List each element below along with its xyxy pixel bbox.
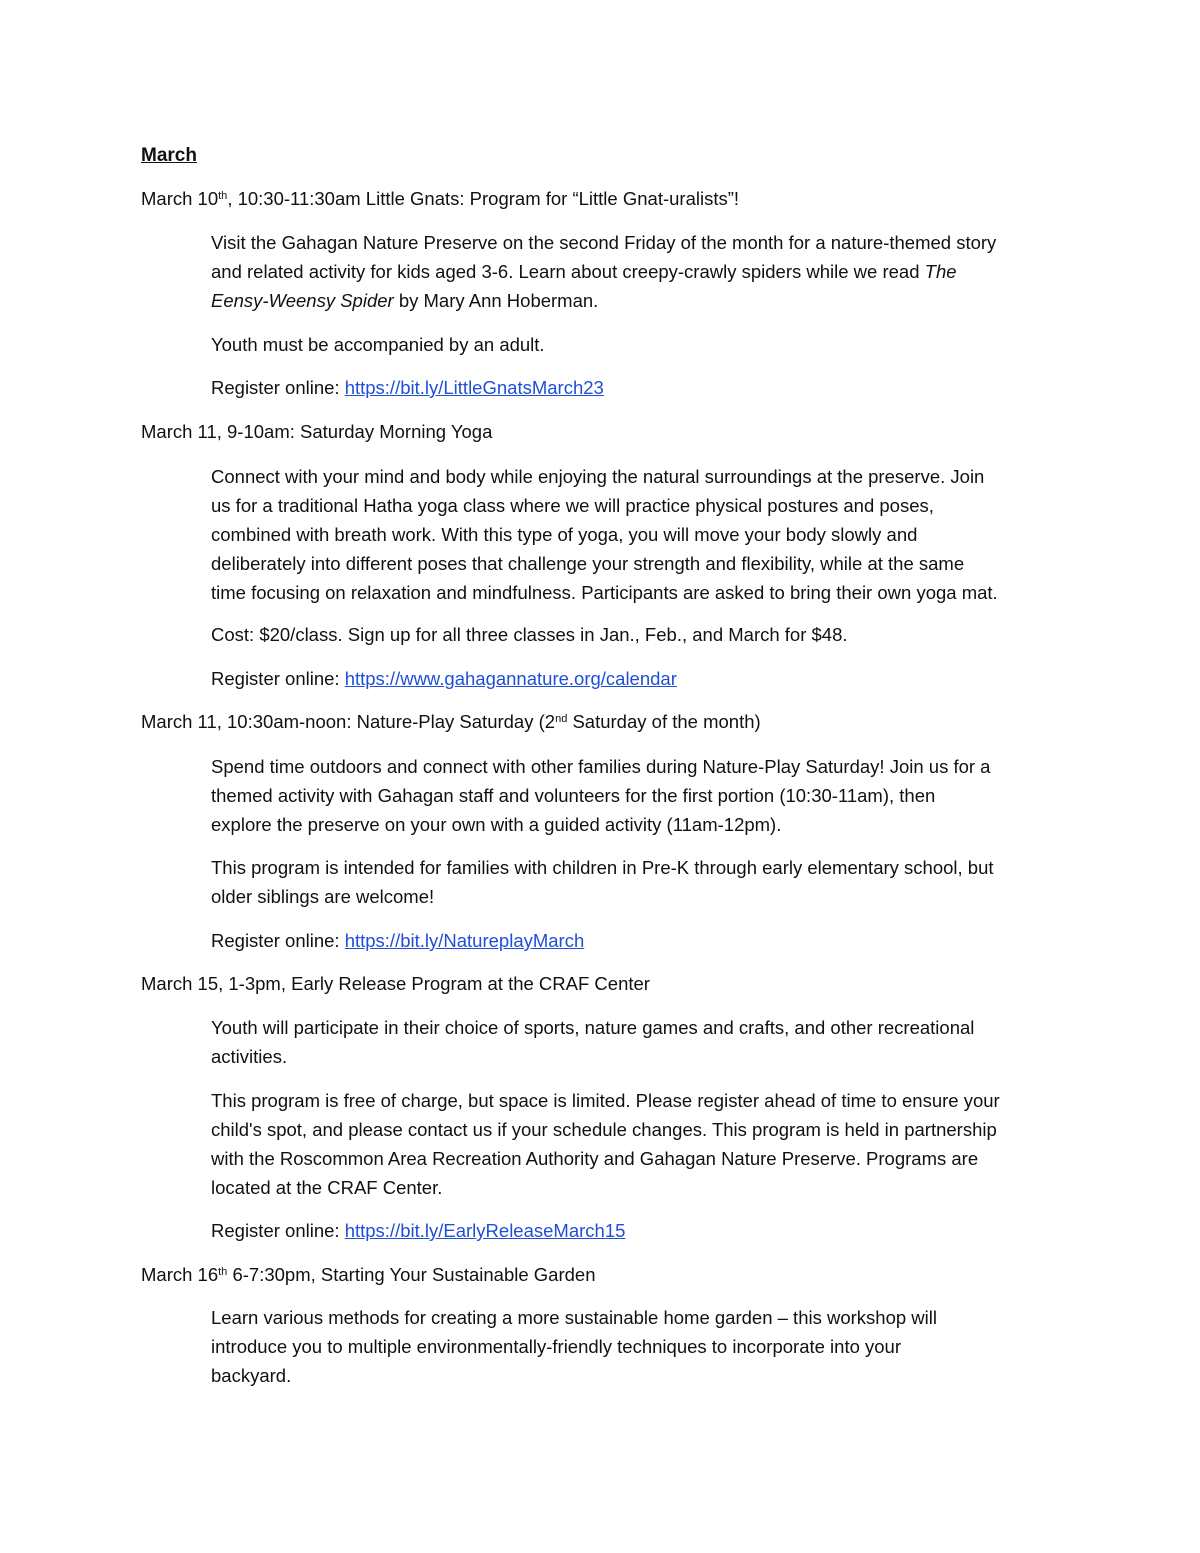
event-description: Visit the Gahagan Nature Preserve on the second Friday of the month for a nature-themed story and related activity for kids aged 3-6. Learn about creepy-crawly spiders while we read The Eensy-Weensy Spider by Mary Ann Hoberman.	[211, 232, 997, 311]
date-suffix: th	[218, 1266, 228, 1278]
register-link-little-gnats[interactable]: https://bit.ly/LittleGnatsMarch23	[344, 377, 604, 398]
register-link-early-release[interactable]: https://bit.ly/EarlyReleaseMarch15	[344, 1220, 626, 1241]
register-line	[211, 664, 1071, 693]
event-description: Learn various methods for creating a more sustainable home garden – this workshop will introduce you to multiple environmentally-friendly techniques to incorporate into your backyard.	[211, 1307, 937, 1386]
event-description: Youth will participate in their choice of sports, nature games and crafts, and other recreational activities.	[211, 1017, 975, 1067]
register-label: Register online:	[211, 668, 345, 689]
event-heading-sustainable-garden	[141, 1260, 596, 1289]
register-label: Register online:	[211, 377, 345, 398]
event-title: Saturday of the month)	[567, 711, 761, 732]
event-date: March 11, 10:30am-noon: Nature-Play Saturday (2	[141, 711, 556, 732]
register-line	[211, 373, 1071, 402]
event-description: Spend time outdoors and connect with other families during Nature-Play Saturday! Join us for a themed activity with Gahagan staff and volunteers for the first portion (10:30-11am), then explore the preserve on your own with a guided activity (11am-12pm).	[211, 756, 991, 835]
register-label: Register online:	[211, 1220, 345, 1241]
event-heading-nature-play	[141, 707, 761, 736]
event-audience: This program is intended for families with children in Pre-K through early elementary school, but older siblings are welcome!	[211, 857, 994, 907]
register-link-yoga[interactable]: https://www.gahagannature.org/calendar	[344, 668, 677, 689]
register-label: Register online:	[211, 930, 345, 951]
date-suffix: th	[218, 190, 228, 202]
event-cost: Cost: $20/class. Sign up for all three classes in Jan., Feb., and March for $48.	[211, 624, 848, 645]
event-info: This program is free of charge, but space is limited. Please register ahead of time to ensure your child's spot, and please contact us if your schedule changes. This program is held in partnership with the Roscommon Area Recreation Authority and Gahagan Nature Preserve. Programs are located at the CRAF Center.	[211, 1090, 1000, 1198]
event-heading-little-gnats	[141, 184, 739, 213]
event-heading-early-release: March 15, 1-3pm, Early Release Program at the CRAF Center	[141, 973, 650, 994]
event-date: March 16	[141, 1264, 219, 1285]
book-title: The	[924, 261, 957, 282]
month-heading: March	[141, 145, 197, 166]
register-line	[211, 1216, 1071, 1245]
register-link-nature-play[interactable]: https://bit.ly/NatureplayMarch	[344, 930, 585, 951]
event-heading-yoga: March 11, 9-10am: Saturday Morning Yoga	[141, 421, 493, 442]
event-title: 6-7:30pm, Starting Your Sustainable Garden	[227, 1264, 596, 1285]
event-note: Youth must be accompanied by an adult.	[211, 334, 545, 355]
register-line	[211, 926, 1071, 955]
date-suffix: nd	[555, 713, 568, 725]
event-description: Connect with your mind and body while enjoying the natural surroundings at the preserve. Join us for a traditional Hatha yoga class where we will practice physical postures and poses, combined with breath work. With this type of yoga, you will move your body slowly and deliberately into different poses that challenge your strength and flexibility, while at the same time focusing on relaxation and mindfulness. Participants are asked to bring their own yoga mat.	[211, 466, 998, 603]
book-title: Eensy-Weensy Spider	[211, 290, 394, 311]
event-title: , 10:30-11:30am Little Gnats: Program for “Little Gnat-uralists”!	[227, 188, 740, 209]
event-date: March 10	[141, 188, 219, 209]
